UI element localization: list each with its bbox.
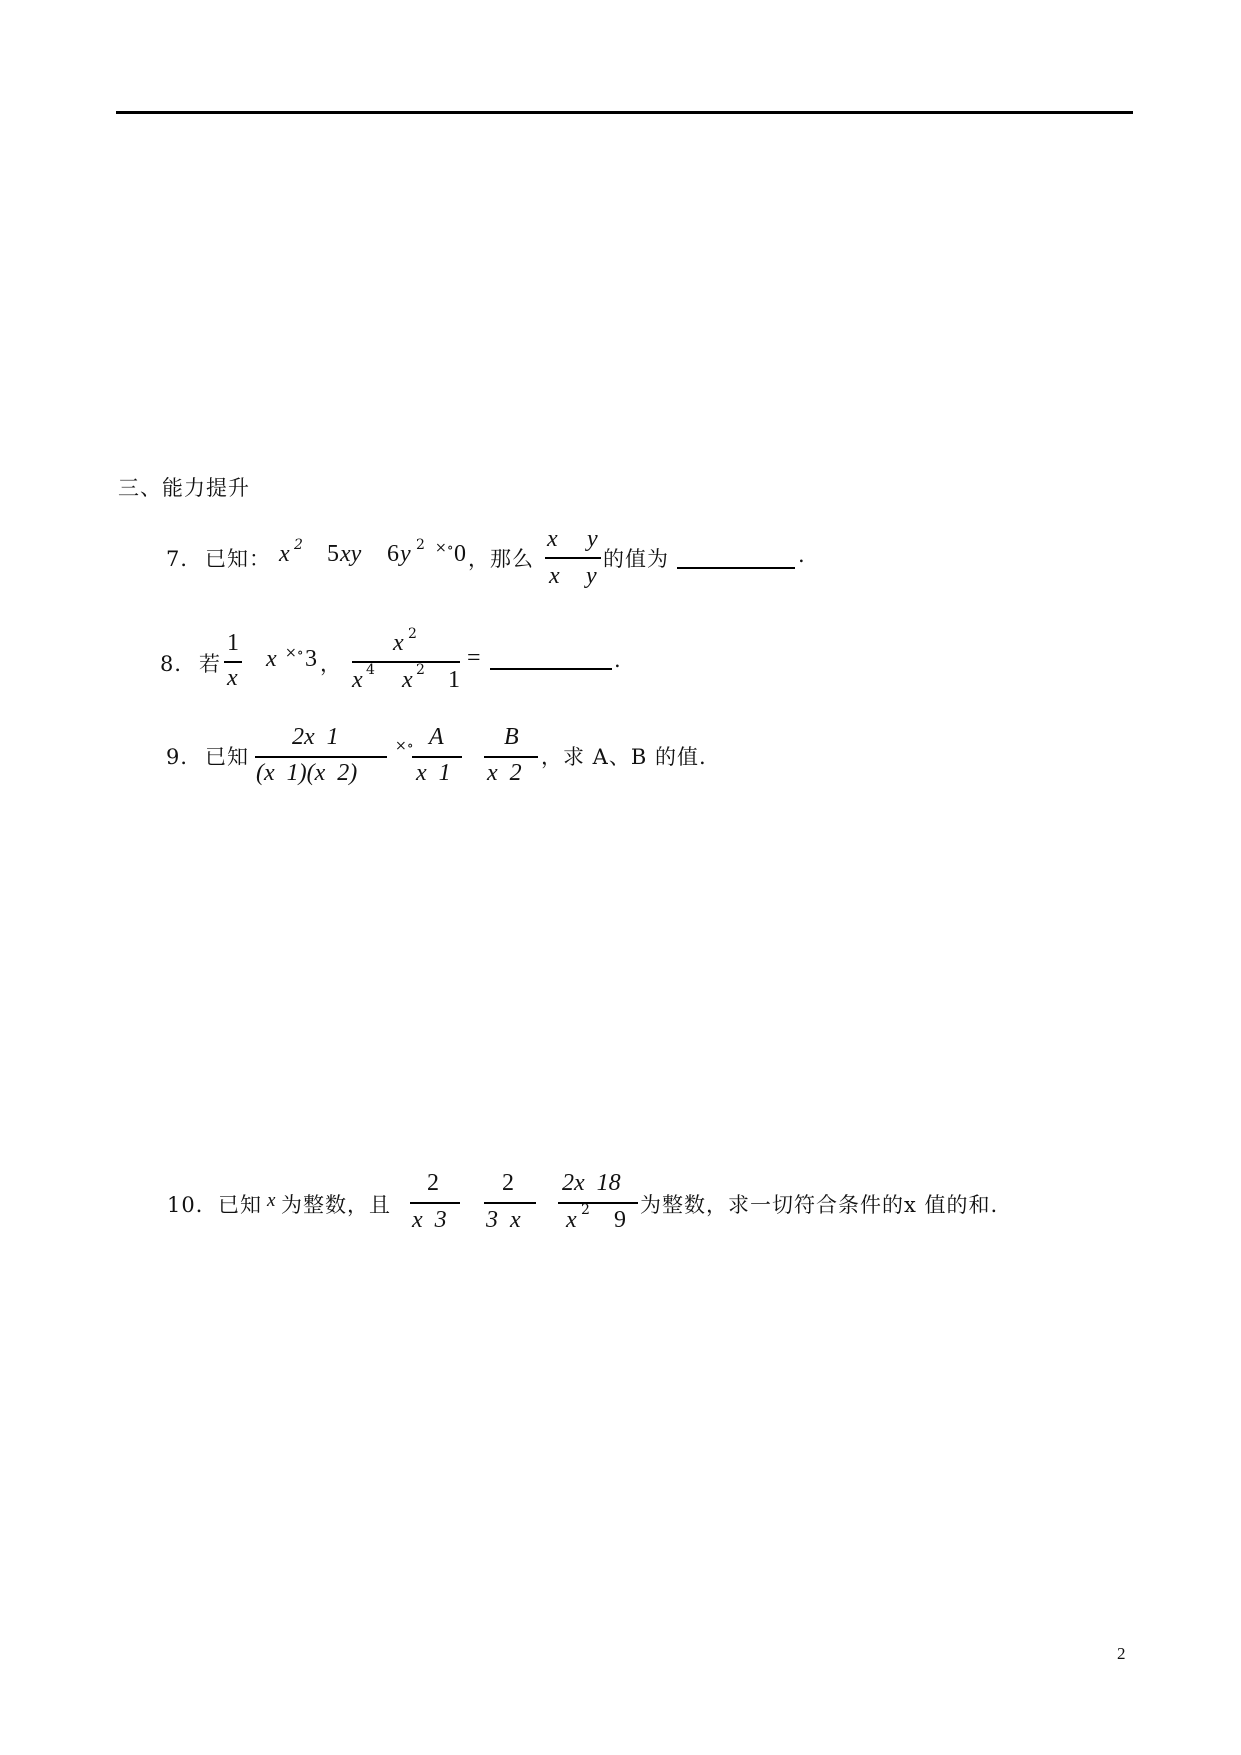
- q7-frac-den-y: y: [586, 563, 597, 589]
- q9-A: A: [429, 724, 444, 750]
- q8-num-x: x: [393, 630, 404, 656]
- q9-denominator: (x 1)(x 2): [256, 760, 358, 786]
- q10-mid: 为整数，且: [281, 1193, 391, 1217]
- q8-x: x: [266, 646, 277, 672]
- q8-num-sup: 2: [408, 626, 417, 642]
- page-number: 2: [1117, 1644, 1126, 1663]
- q10-number: 10．: [167, 1193, 218, 1217]
- q7-frac-num-x: x: [547, 526, 558, 552]
- q8-end: .: [614, 648, 622, 672]
- q10-f1-den: x 3: [412, 1207, 447, 1233]
- q10-f1-num: 2: [427, 1170, 439, 1196]
- q7-sup-2: 2: [294, 537, 303, 553]
- q8-lead: 若: [199, 652, 221, 676]
- q7-answer-blank: [677, 567, 795, 569]
- q7-end: .: [798, 543, 806, 567]
- q7-sup-2b: 2: [416, 537, 425, 553]
- q8-den-sup2: 2: [416, 662, 425, 678]
- q10-f3-bar: [558, 1202, 638, 1204]
- q8-den-one: 1: [448, 667, 460, 693]
- q8-three: 3: [305, 646, 317, 672]
- q10-x: x: [267, 1190, 276, 1211]
- q8-answer-blank: [490, 668, 612, 670]
- q8-equals-glyph: ×∘: [285, 645, 304, 661]
- section-title: 三、能力提升: [118, 476, 250, 500]
- q7-zero: 0: [454, 541, 466, 567]
- q7-fraction-bar: [545, 557, 601, 559]
- q7-lead: 已知：: [205, 547, 271, 571]
- header-rule: [116, 111, 1133, 114]
- q10-f2-bar: [484, 1202, 536, 1204]
- q8-den-x2: x: [402, 667, 413, 693]
- q7-five: 5: [327, 541, 339, 567]
- q9-B-den: x 2: [487, 760, 522, 786]
- q8-one: 1: [227, 630, 239, 656]
- q9-numerator: 2x 1: [292, 724, 339, 750]
- q8-x-den: x: [227, 665, 238, 691]
- q7-frac-den-x: x: [549, 563, 560, 589]
- q7-number: 7．: [166, 547, 203, 571]
- q7-y: y: [400, 541, 411, 567]
- q10-f3-den-rest: 9: [614, 1207, 626, 1233]
- q9-B-bar: [484, 756, 538, 758]
- q9-fraction-bar: [255, 756, 387, 758]
- q7-equals-glyph: ×∘: [435, 540, 454, 556]
- q8-den-x4: x: [352, 667, 363, 693]
- q9-tail: ，求 A、B 的值.: [541, 745, 707, 769]
- q10-f3-den-x: x: [566, 1207, 577, 1233]
- q10-tail: 为整数，求一切符合条件的x 值的和.: [640, 1193, 999, 1217]
- q8-comma: ，: [320, 652, 342, 676]
- q8-small-fraction-bar: [224, 661, 242, 663]
- q7-mid: ，那么: [468, 547, 534, 571]
- q10-f3-den-sup: 2: [581, 1202, 590, 1218]
- q7-x: x: [279, 541, 290, 567]
- q9-A-den: x 1: [416, 760, 451, 786]
- q10-f2-den: 3 x: [486, 1207, 521, 1233]
- q10-f2-num: 2: [502, 1170, 514, 1196]
- q9-A-bar: [412, 756, 462, 758]
- q10-lead: 已知: [218, 1193, 262, 1217]
- q7-six: 6: [387, 541, 399, 567]
- q7-tail: 的值为: [603, 547, 669, 571]
- q9-equals-glyph: ×∘: [395, 738, 414, 754]
- q8-equals: =: [467, 645, 481, 671]
- q9-lead: 已知: [205, 745, 249, 769]
- q7-xy: xy: [340, 541, 362, 567]
- q10-f3-num: 2x 18: [562, 1170, 621, 1196]
- q10-f1-bar: [410, 1202, 460, 1204]
- q8-den-sup4: 4: [366, 662, 375, 678]
- q9-B: B: [504, 724, 519, 750]
- q8-number: 8．: [160, 652, 197, 676]
- q7-frac-num-y: y: [587, 526, 598, 552]
- q9-number: 9．: [166, 745, 203, 769]
